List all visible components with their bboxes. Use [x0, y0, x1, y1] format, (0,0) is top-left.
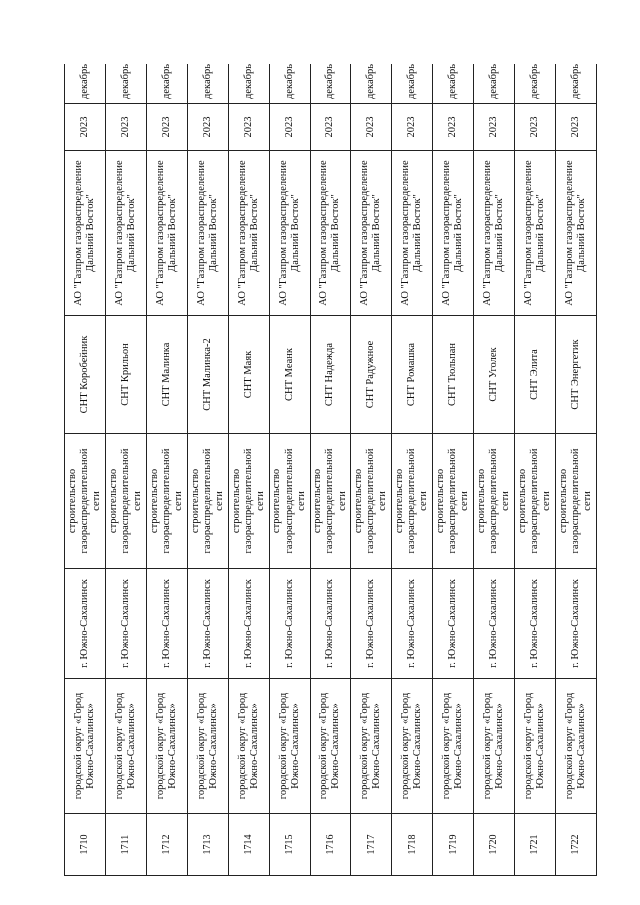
work-type-cell: строительство газораспределительной сети	[228, 434, 269, 569]
locality-cell: г. Южно-Сахалинск	[228, 569, 269, 679]
locality-cell: г. Южно-Сахалинск	[269, 569, 310, 679]
object-cell: СНТ Радужное	[351, 316, 392, 434]
month-cell: декабрь	[146, 64, 187, 104]
municipality-cell: городской округ «Город Южно-Сахалинск»	[187, 679, 228, 814]
work-type-cell: строительство газораспределительной сети	[556, 434, 597, 569]
year-cell: 2023	[269, 104, 310, 151]
organization-cell: АО "Газпром газораспределение Дальний Восток"	[515, 151, 556, 316]
year-cell: 2023	[515, 104, 556, 151]
municipality-cell: городской округ «Город Южно-Сахалинск»	[351, 679, 392, 814]
row-number-cell: 1711	[105, 814, 146, 876]
year-cell: 2023	[392, 104, 433, 151]
month-cell: декабрь	[187, 64, 228, 104]
municipality-cell: городской округ «Город Южно-Сахалинск»	[392, 679, 433, 814]
row-number-cell: 1717	[351, 814, 392, 876]
year-cell: 2023	[187, 104, 228, 151]
row-number-cell: 1715	[269, 814, 310, 876]
locality-cell: г. Южно-Сахалинск	[474, 569, 515, 679]
municipality-cell: городской округ «Город Южно-Сахалинск»	[146, 679, 187, 814]
month-cell: декабрь	[269, 64, 310, 104]
month-cell: декабрь	[310, 64, 351, 104]
work-type-cell: строительство газораспределительной сети	[474, 434, 515, 569]
locality-cell: г. Южно-Сахалинск	[556, 569, 597, 679]
year-cell: 2023	[433, 104, 474, 151]
table-row	[474, 64, 515, 876]
table-row	[392, 64, 433, 876]
table-row	[187, 64, 228, 876]
table-row	[515, 64, 556, 876]
locality-cell: г. Южно-Сахалинск	[310, 569, 351, 679]
table-row	[351, 64, 392, 876]
object-cell: СНТ Ромашка	[392, 316, 433, 434]
row-number-cell: 1714	[228, 814, 269, 876]
organization-cell: АО "Газпром газораспределение Дальний Восток"	[474, 151, 515, 316]
organization-cell: АО "Газпром газораспределение Дальний Восток"	[351, 151, 392, 316]
organization-cell: АО "Газпром газораспределение Дальний Восток"	[269, 151, 310, 316]
year-cell: 2023	[65, 104, 106, 151]
object-cell: СНТ Крильон	[105, 316, 146, 434]
year-cell: 2023	[474, 104, 515, 151]
organization-cell: АО "Газпром газораспределение Дальний Восток"	[105, 151, 146, 316]
month-cell: декабрь	[105, 64, 146, 104]
table-row	[146, 64, 187, 876]
object-cell: СНТ Маяк	[228, 316, 269, 434]
work-type-cell: строительство газораспределительной сети	[310, 434, 351, 569]
year-cell: 2023	[228, 104, 269, 151]
locality-cell: г. Южно-Сахалинск	[515, 569, 556, 679]
object-cell: СНТ Малинка	[146, 316, 187, 434]
row-number-cell: 1712	[146, 814, 187, 876]
work-type-cell: строительство газораспределительной сети	[187, 434, 228, 569]
municipality-cell: городской округ «Город Южно-Сахалинск»	[515, 679, 556, 814]
year-cell: 2023	[351, 104, 392, 151]
document-page	[64, 64, 597, 876]
municipality-cell: городской округ «Город Южно-Сахалинск»	[474, 679, 515, 814]
table-row	[556, 64, 597, 876]
table-row	[228, 64, 269, 876]
table-row	[105, 64, 146, 876]
rotated-table-container	[64, 64, 597, 876]
municipality-cell: городской округ «Город Южно-Сахалинск»	[310, 679, 351, 814]
year-cell: 2023	[310, 104, 351, 151]
object-cell: СНТ Надежда	[310, 316, 351, 434]
year-cell: 2023	[105, 104, 146, 151]
organization-cell: АО "Газпром газораспределение Дальний Восток"	[433, 151, 474, 316]
row-number-cell: 1718	[392, 814, 433, 876]
gasification-schedule-table	[64, 64, 597, 876]
municipality-cell: городской округ «Город Южно-Сахалинск»	[269, 679, 310, 814]
work-type-cell: строительство газораспределительной сети	[351, 434, 392, 569]
year-cell: 2023	[146, 104, 187, 151]
row-number-cell: 1719	[433, 814, 474, 876]
month-cell: декабрь	[392, 64, 433, 104]
work-type-cell: строительство газораспределительной сети	[269, 434, 310, 569]
month-cell: декабрь	[433, 64, 474, 104]
table-row	[65, 64, 106, 876]
year-cell: 2023	[556, 104, 597, 151]
municipality-cell: городской округ «Город Южно-Сахалинск»	[433, 679, 474, 814]
work-type-cell: строительство газораспределительной сети	[433, 434, 474, 569]
work-type-cell: строительство газораспределительной сети	[65, 434, 106, 569]
month-cell: декабрь	[351, 64, 392, 104]
locality-cell: г. Южно-Сахалинск	[187, 569, 228, 679]
month-cell: декабрь	[515, 64, 556, 104]
row-number-cell: 1721	[515, 814, 556, 876]
municipality-cell: городской округ «Город Южно-Сахалинск»	[228, 679, 269, 814]
table-row	[433, 64, 474, 876]
month-cell: декабрь	[474, 64, 515, 104]
object-cell: СНТ Коробейник	[65, 316, 106, 434]
locality-cell: г. Южно-Сахалинск	[351, 569, 392, 679]
object-cell: СНТ Малинка-2	[187, 316, 228, 434]
row-number-cell: 1720	[474, 814, 515, 876]
work-type-cell: строительство газораспределительной сети	[146, 434, 187, 569]
organization-cell: АО "Газпром газораспределение Дальний Восток"	[392, 151, 433, 316]
object-cell: СНТ Элита	[515, 316, 556, 434]
locality-cell: г. Южно-Сахалинск	[146, 569, 187, 679]
work-type-cell: строительство газораспределительной сети	[105, 434, 146, 569]
month-cell: декабрь	[65, 64, 106, 104]
work-type-cell: строительство газораспределительной сети	[392, 434, 433, 569]
municipality-cell: городской округ «Город Южно-Сахалинск»	[556, 679, 597, 814]
municipality-cell: городской округ «Город Южно-Сахалинск»	[65, 679, 106, 814]
row-number-cell: 1722	[556, 814, 597, 876]
organization-cell: АО "Газпром газораспределение Дальний Восток"	[556, 151, 597, 316]
table-body	[65, 64, 597, 876]
month-cell: декабрь	[228, 64, 269, 104]
organization-cell: АО "Газпром газораспределение Дальний Восток"	[187, 151, 228, 316]
organization-cell: АО "Газпром газораспределение Дальний Восток"	[65, 151, 106, 316]
row-number-cell: 1716	[310, 814, 351, 876]
table-row	[310, 64, 351, 876]
municipality-cell: городской округ «Город Южно-Сахалинск»	[105, 679, 146, 814]
locality-cell: г. Южно-Сахалинск	[105, 569, 146, 679]
work-type-cell: строительство газораспределительной сети	[515, 434, 556, 569]
organization-cell: АО "Газпром газораспределение Дальний Восток"	[310, 151, 351, 316]
row-number-cell: 1710	[65, 814, 106, 876]
locality-cell: г. Южно-Сахалинск	[392, 569, 433, 679]
object-cell: СНТ Энергетик	[556, 316, 597, 434]
table-row	[269, 64, 310, 876]
object-cell: СНТ Уголек	[474, 316, 515, 434]
object-cell: СНТ Тюльпан	[433, 316, 474, 434]
month-cell: декабрь	[556, 64, 597, 104]
row-number-cell: 1713	[187, 814, 228, 876]
locality-cell: г. Южно-Сахалинск	[65, 569, 106, 679]
organization-cell: АО "Газпром газораспределение Дальний Восток"	[146, 151, 187, 316]
locality-cell: г. Южно-Сахалинск	[433, 569, 474, 679]
organization-cell: АО "Газпром газораспределение Дальний Восток"	[228, 151, 269, 316]
object-cell: СНТ Меанк	[269, 316, 310, 434]
